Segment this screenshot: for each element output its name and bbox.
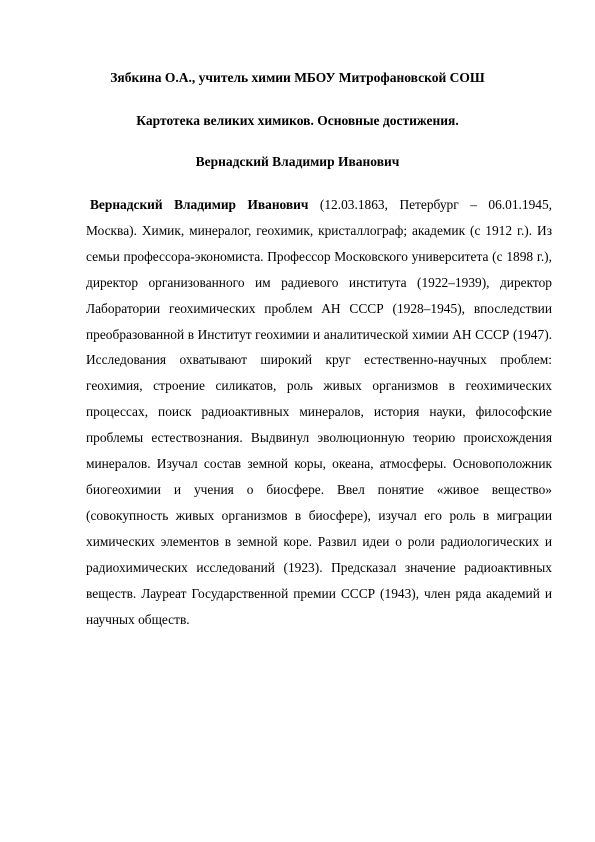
card-title: Картотека великих химиков. Основные достижения. [136,113,459,128]
biography-lead-name: Вернадский Владимир Иванович [90,197,309,212]
author-line: Зябкина О.А., учитель химии МБОУ Митрофановской СОШ [110,70,485,85]
biography-paragraph [86,192,552,632]
biography-text: (12.03.1863, Петербург – 06.01.1945, Москва). Химик, минералог, геохимик, кристаллограф; академик (с 1912 г.). Из семьи профессора-экономиста. Профессор Московского университета (с 1898 г.), директор организованного им радиевого института (1922–1939), директор Лаборатории геохимических проблем АН СССР (1928–1945), впоследствии преобразованной в Институт геохимии и аналитической химии АН СССР (1947). Исследования охватывают широкий круг естественно-научных проблем: геохимия, строение силикатов, роль живых организмов в геохимических процессах, поиск радиоактивных минералов, история науки, философские проблемы естествознания. Выдвинул эволюционную теорию происхождения минералов. Изучал состав земной коры, океана, атмосферы. Основоположник биогеохимии и учения о биосфере. Ввел понятие «живое вещество» (совокупность живых организмов в биосфере), изучал его роль в миграции химических элементов в земной коре. Развил идеи о роли радиологических и радиохимических исследований (1923). Предсказал значение радиоактивных веществ. Лауреат Государственной премии СССР (1943), член ряда академий и научных обществ. [86,197,553,627]
person-name-heading: Вернадский Владимир Иванович [195,154,400,169]
